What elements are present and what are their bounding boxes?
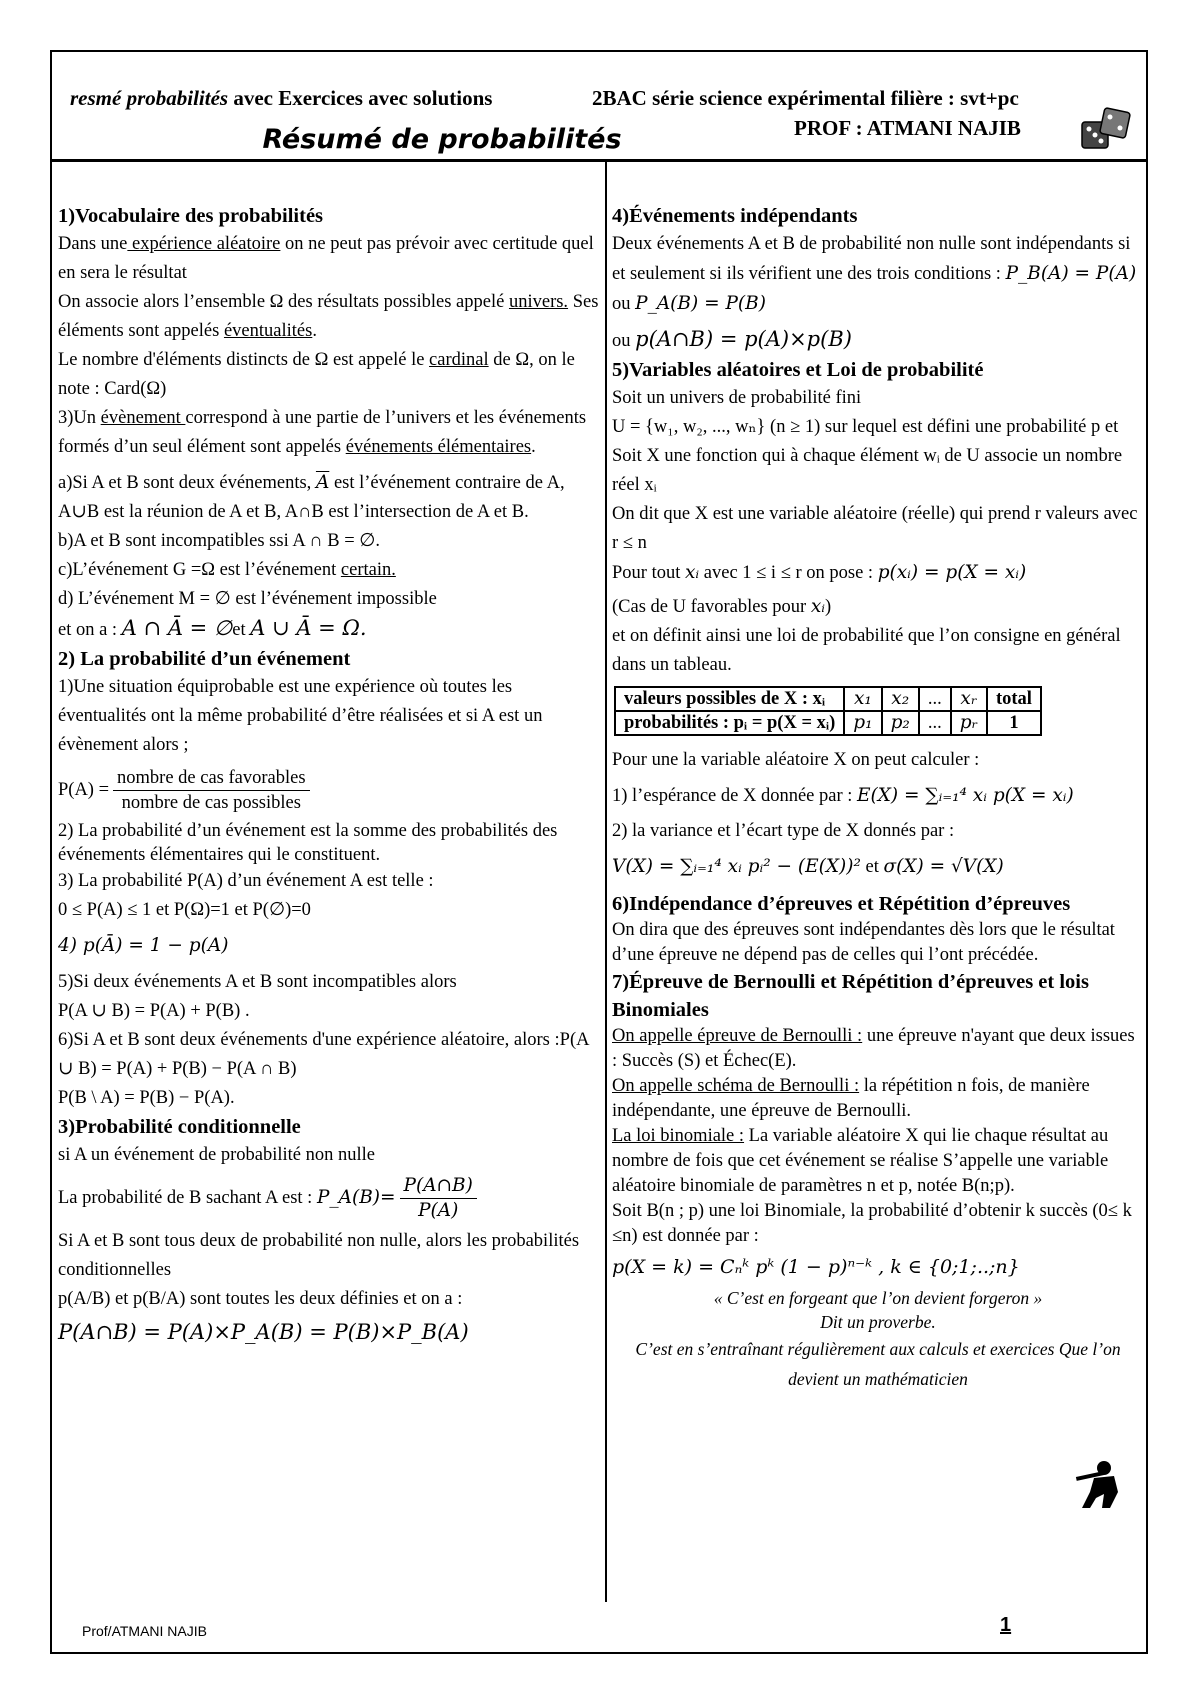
math: $\overline{A}$ — [315, 472, 330, 493]
paragraph: si A un événement de probabilité non nulle — [58, 1145, 376, 1165]
table-row — [615, 711, 1041, 735]
text: Deux événements A et B de probabilité non nulle sont indépendants si et seulement si ils vérifient une des trois conditions : — [612, 234, 1131, 284]
header-prof: PROF : ATMANI NAJIB — [794, 116, 1021, 140]
paragraph — [58, 468, 600, 527]
page-frame — [50, 50, 1148, 1654]
text: La probabilité de B sachant A est : — [58, 1187, 317, 1208]
table-cell: 1 — [987, 711, 1041, 735]
math: p(A∩B) = p(A)×p(B) — [635, 327, 852, 351]
denominator: nombre de cas possibles — [121, 793, 301, 813]
formula: p(X = k) = Cₙᵏ pᵏ (1 − p)ⁿ⁻ᵏ , k ∈ {0;1;..;n} — [612, 1256, 1020, 1278]
section-1-title: 1)Vocabulaire des probabilités — [58, 205, 324, 227]
paragraph — [58, 230, 600, 288]
text: 3)Un — [58, 408, 101, 428]
text: et on a : — [58, 620, 122, 640]
text: et — [860, 857, 884, 877]
header-left-rest: avec Exercices avec solutions — [228, 86, 493, 110]
text: P(A) = — [58, 779, 110, 800]
paragraph — [612, 325, 1144, 356]
table-row — [615, 687, 1041, 711]
section-3-title: 3)Probabilité conditionnelle — [58, 1116, 301, 1138]
paragraph: U = {w₁, w₂, ..., wₙ} (n ≥ 1) sur lequel est défini une probabilité p et Soit X une fonction qui à chaque élément wᵢ de U associe un nombre réel xᵢ — [612, 417, 1123, 495]
probability-table — [614, 686, 1042, 736]
text: Pour tout — [612, 563, 685, 583]
paragraph: P(A ∪ B) = P(A) + P(B) . — [58, 1001, 250, 1021]
paragraph: On dit que X est une variable aléatoire (réelle) qui prend r valeurs avec r ≤ n — [612, 504, 1138, 553]
table-cell: total — [987, 687, 1041, 711]
table-cell: xᵣ — [951, 687, 987, 711]
term: événements élémentaires — [345, 437, 532, 457]
section-6-title: 6)Indépendance d’épreuves et Répétition d’épreuves — [612, 893, 1071, 915]
paragraph — [58, 614, 600, 645]
paragraph — [58, 288, 600, 346]
section-2-title: 2) La probabilité d’un événement — [58, 648, 351, 670]
paragraph: 1)Une situation équiprobable est une expérience où toutes les éventualités ont la même probabilité d’être réalisées et si A est un évènement alors ; — [58, 677, 543, 755]
paragraph — [612, 558, 1144, 588]
numerator: P(A∩B) — [400, 1174, 477, 1199]
header-right: 2BAC série science expérimental filière : svt+pc — [592, 86, 1019, 110]
math: p(xᵢ) = p(X = xᵢ) — [877, 562, 1027, 583]
text: . — [312, 321, 317, 341]
paragraph: 2) La probabilité d’un événement est la somme des probabilités des événements élémentaires qui le constituent. — [58, 821, 558, 865]
term: évènement — [100, 408, 186, 428]
numerator: nombre de cas favorables — [113, 766, 310, 791]
paragraph: On dira que des épreuves sont indépendantes dès lors que le résultat d’une épreuve ne dépend pas de celles qui l’ont précédée. — [612, 920, 1115, 965]
left-column — [58, 202, 600, 1347]
dice-icon — [1080, 104, 1132, 156]
paragraph — [612, 230, 1144, 319]
text: et — [232, 620, 251, 640]
header — [52, 52, 1146, 162]
soldier-icon — [1074, 1458, 1130, 1510]
quote-line: « C’est en forgeant que l’on devient forgeron » — [713, 1288, 1043, 1308]
quote-line: Dit un proverbe. — [820, 1312, 936, 1332]
right-column — [612, 202, 1144, 1394]
paragraph — [58, 346, 600, 404]
paragraph: 3) La probabilité P(A) d’un événement A est telle : — [58, 871, 434, 891]
denominator: P(A) — [418, 1200, 459, 1221]
formula: P(A∩B) = P(A)×P_A(B) = P(B)×P_B(A) — [58, 1320, 469, 1344]
text: (Cas de U favorables pour — [612, 597, 811, 617]
paragraph — [612, 1074, 1144, 1124]
paragraph: 2) la variance et l’écart type de X donnés par : — [612, 821, 955, 841]
text: . — [531, 437, 536, 457]
table-cell: probabilités : pᵢ = p(X = xᵢ) — [615, 711, 844, 735]
paragraph — [58, 556, 600, 585]
paragraph: b)A et B sont incompatibles ssi A ∩ B = ∅. — [58, 531, 381, 551]
text: avec 1 ≤ i ≤ r on pose : — [699, 563, 878, 583]
column-divider — [605, 162, 607, 1602]
term: On appelle schéma de Bernoulli : — [612, 1076, 860, 1096]
text: Dans une — [58, 234, 128, 254]
math: V(X) = ∑ᵢ₌₁⁴ xᵢ pᵢ² − (E(X))² — [612, 856, 861, 877]
paragraph: 6)Si A et B sont deux événements d'une expérience aléatoire, alors :P(A ∪ B) = P(A) + P(B) − P(A ∩ B) — [58, 1030, 589, 1079]
table-cell: valeurs possibles de X : xᵢ — [615, 687, 844, 711]
paragraph: Si A et B sont tous deux de probabilité non nulle, alors les probabilités conditionnelles — [58, 1231, 580, 1280]
table-cell: ... — [919, 687, 951, 711]
table-cell: ... — [919, 711, 951, 735]
paragraph: Pour une la variable aléatoire X on peut calculer : — [612, 750, 980, 770]
formula — [612, 781, 1144, 811]
math: P_B(A) = P(A) — [1005, 263, 1137, 284]
math: xᵢ — [810, 596, 825, 617]
text: La variable aléatoire X qui lie chaque résultat au nombre de fois que cet événement se réalise S’appelle une variable aléatoire binomiale de paramètres n et p, notée B(n;p). — [612, 1126, 1109, 1196]
table-cell: x₂ — [882, 687, 919, 711]
term: certain. — [340, 560, 396, 580]
text: on ne peut pas prévoir avec certitude quel en sera le résultat — [58, 234, 594, 283]
math: xᵢ — [684, 562, 700, 583]
text: Le nombre d'éléments distincts de Ω est appelé le — [58, 350, 430, 370]
paragraph — [612, 592, 1144, 622]
paragraph: 5)Si deux événements A et B sont incompatibles alors — [58, 972, 457, 992]
math: A ∪ Ā = Ω. — [250, 616, 367, 640]
math: P_A(B)= — [316, 1186, 396, 1208]
header-left-italic: resmé probabilités — [70, 86, 229, 110]
table-cell: p₂ — [882, 711, 919, 735]
term: éventualités — [223, 321, 313, 341]
section-7-title: 7)Épreuve de Bernoulli et Répétition d’épreuves et lois Binomiales — [612, 971, 1089, 1021]
paragraph: Soit B(n ; p) une loi Binomiale, la probabilité d’obtenir k succès (0≤ k ≤n) est donnée par : — [612, 1201, 1132, 1246]
table-cell: p₁ — [844, 711, 881, 735]
text: une épreuve n'ayant que deux issues : Succès (S) et Échec(E). — [612, 1026, 1135, 1071]
paragraph: Soit un univers de probabilité fini — [612, 388, 862, 408]
fraction — [400, 1174, 477, 1223]
term: univers. — [508, 292, 569, 312]
paragraph: d) L’événement M = ∅ est l’événement impossible — [58, 589, 437, 609]
paragraph: et on définit ainsi une loi de probabilité que l’on consigne en général dans un tableau. — [612, 626, 1121, 675]
text: ou — [612, 294, 636, 314]
page-title: Résumé de probabilités — [262, 124, 622, 155]
header-left — [70, 86, 492, 111]
formula — [612, 852, 1144, 882]
fraction — [113, 766, 310, 815]
paragraph — [612, 1024, 1144, 1074]
math: A ∩ Ā = ∅ — [121, 616, 233, 640]
text: 1) l’espérance de X donnée par : — [612, 786, 858, 806]
quote-line: C’est en s’entraînant régulièrement aux calculs et exercices Que l’on devient un mathématicien — [635, 1339, 1121, 1389]
text: On associe alors l’ensemble Ω des résultats possibles appelé — [58, 292, 509, 312]
section-4-title: 4)Événements indépendants — [612, 205, 858, 227]
term: La loi binomiale : — [612, 1126, 745, 1146]
text: la répétition n fois, de manière indépendante, une épreuve de Bernoulli. — [612, 1076, 1090, 1121]
term: cardinal — [429, 350, 489, 370]
term: On appelle épreuve de Bernoulli : — [612, 1026, 863, 1046]
text: Ses éléments sont appelés — [58, 292, 599, 341]
paragraph: p(A/B) et p(B/A) sont toutes les deux définies et on a : — [58, 1289, 463, 1309]
paragraph — [58, 404, 600, 462]
paragraph: 0 ≤ P(A) ≤ 1 et P(Ω)=1 et P(∅)=0 — [58, 900, 311, 920]
text: c)L’événement G =Ω est l’événement — [58, 560, 341, 580]
text: de Ω, on le note : Card(Ω) — [58, 350, 575, 399]
paragraph — [612, 1124, 1144, 1199]
table-cell: pᵣ — [951, 711, 987, 735]
math: E(X) = ∑ᵢ₌₁⁴ xᵢ p(X = xᵢ) — [857, 785, 1074, 806]
text: est l’événement contraire de A, A∪B est la réunion de A et B, A∩B est l’intersection de A et B. — [58, 473, 565, 522]
text: correspond à une partie de l’univers et les événements formés d’un seul élément sont appelés — [58, 408, 587, 457]
formula: 4) p(Ā) = 1 − p(A) — [58, 935, 229, 956]
math: σ(X) = √V(X) — [883, 856, 1004, 877]
text: ou — [612, 331, 636, 351]
text: a)Si A et B sont deux événements, — [58, 473, 316, 493]
footer-author: Prof/ATMANI NAJIB — [82, 1623, 207, 1639]
section-5-title: 5)Variables aléatoires et Loi de probabilité — [612, 359, 984, 381]
table-cell: x₁ — [844, 687, 881, 711]
formula — [58, 766, 600, 815]
paragraph: P(B \ A) = P(B) − P(A). — [58, 1088, 235, 1108]
term: expérience aléatoire — [127, 234, 281, 254]
text: ) — [824, 597, 832, 617]
formula — [58, 1174, 600, 1223]
page-number: 1 — [1000, 1614, 1012, 1636]
math: P_A(B) = P(B) — [635, 293, 766, 314]
